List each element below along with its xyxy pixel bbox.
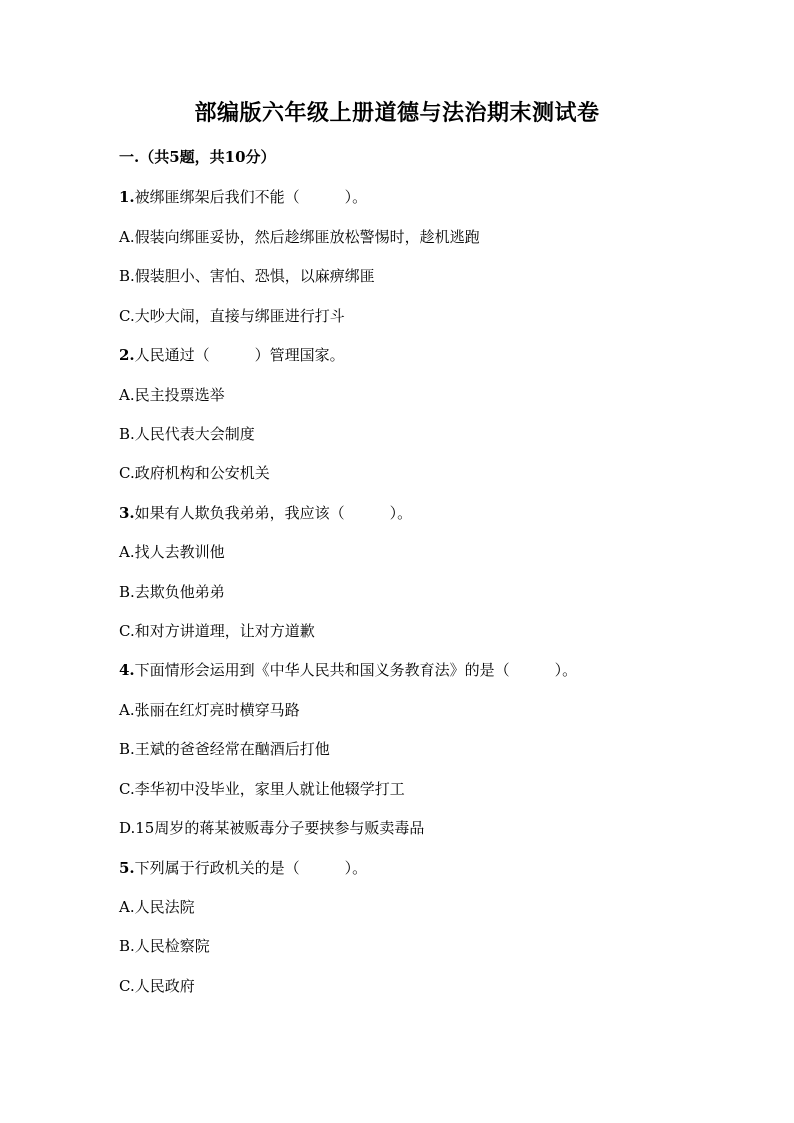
question-4: [119, 659, 577, 680]
question-1-option-a: A.假装向绑匪妥协，然后趁绑匪放松警惕时，趁机逃跑: [119, 228, 480, 246]
question-1: [119, 186, 367, 207]
question-4-option-c: C.李华初中没毕业，家里人就让他辍学打工: [119, 780, 405, 798]
question-5-option-b: B.人民检察院: [119, 937, 210, 955]
question-stem: 如果有人欺负我弟弟，我应该（ ）。: [134, 504, 413, 522]
question-5-option-a: A.人民法院: [119, 898, 195, 916]
question-2-option-c: C.政府机构和公安机关: [119, 464, 270, 482]
question-number: 5.: [119, 859, 135, 877]
question-stem: 被绑匪绑架后我们不能（ ）。: [134, 188, 368, 206]
question-number: 1.: [119, 188, 135, 206]
question-5: [119, 857, 367, 878]
question-1-option-c: C.大吵大闹，直接与绑匪进行打斗: [119, 307, 345, 325]
question-3: [119, 502, 412, 523]
question-number: 4.: [119, 661, 135, 679]
question-number: 2.: [119, 346, 135, 364]
question-1-option-b: B.假装胆小、害怕、恐惧，以麻痹绑匪: [119, 267, 375, 285]
question-2: [119, 344, 345, 365]
question-stem: 下列属于行政机关的是（ ）。: [134, 859, 368, 877]
question-4-option-b: B.王斌的爸爸经常在酗酒后打他: [119, 740, 330, 758]
question-4-option-a: A.张丽在红灯亮时横穿马路: [119, 701, 300, 719]
question-2-option-b: B.人民代表大会制度: [119, 425, 255, 443]
question-number: 3.: [119, 504, 135, 522]
question-5-option-c: C.人民政府: [119, 977, 195, 995]
question-3-option-a: A.找人去教训他: [119, 543, 225, 561]
question-stem: 人民通过（ ）管理国家。: [134, 346, 345, 364]
question-2-option-a: A.民主投票选举: [119, 386, 225, 404]
page-title: 部编版六年级上册道德与法治期末测试卷: [194, 100, 600, 126]
section-heading: 一.（共5题，共10分）: [119, 148, 276, 166]
question-4-option-d: D.15周岁的蒋某被贩毒分子要挟参与贩卖毒品: [119, 819, 425, 837]
question-3-option-b: B.去欺负他弟弟: [119, 583, 225, 601]
question-stem: 下面情形会运用到《中华人民共和国义务教育法》的是（ ）。: [134, 661, 578, 679]
question-3-option-c: C.和对方讲道理，让对方道歉: [119, 622, 315, 640]
